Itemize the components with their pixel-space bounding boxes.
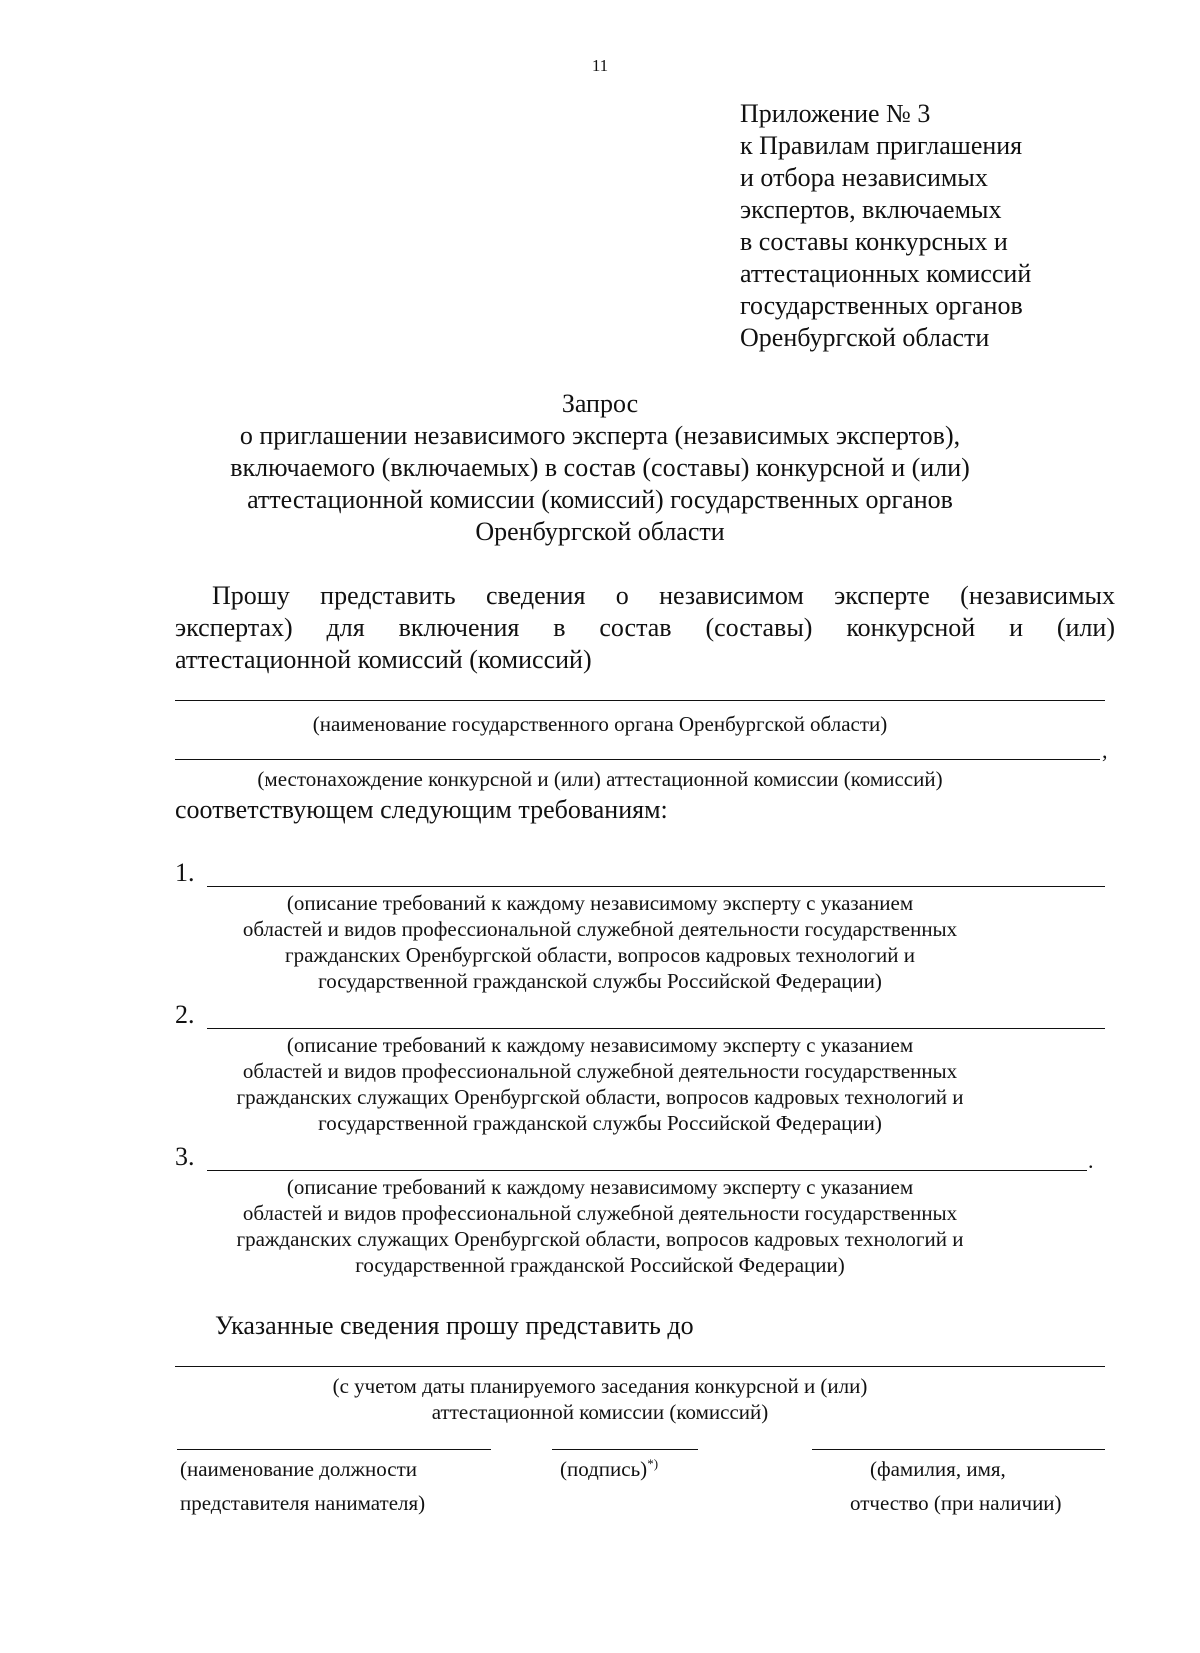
title-line: включаемого (включаемых) в состав (составы) конкурсной и (или) [230, 453, 970, 482]
caption-line: аттестационной комиссии (комиссий) [431, 1400, 769, 1424]
deadline-field-line[interactable] [175, 1366, 1105, 1367]
deadline-caption [0, 1373, 1200, 1425]
caption-line: отчество (при наличии) [850, 1491, 1062, 1515]
footnote-marker: *) [647, 1456, 659, 1471]
caption-line: государственной гражданской службы Российской Федерации) [318, 1111, 882, 1135]
appendix-line: аттестационных комиссий [740, 259, 1032, 288]
requirement-trailing-period: . [1088, 1148, 1094, 1173]
requirement-field-line[interactable] [207, 886, 1105, 887]
caption-line: государственной гражданской службы Российской Федерации) [318, 969, 882, 993]
caption-line: (описание требований к каждому независимому эксперту с указанием [286, 1033, 914, 1057]
position-field-line[interactable] [177, 1449, 491, 1450]
deadline-text: Указанные сведения прошу представить до [215, 1311, 694, 1340]
location-field-line[interactable] [175, 759, 1100, 760]
intro-line-3: аттестационной комиссий (комиссий) [175, 645, 592, 674]
appendix-line: к Правилам приглашения [740, 131, 1023, 160]
requirement-caption [0, 1032, 1200, 1136]
appendix-line: в составы конкурсных и [740, 227, 1008, 256]
appendix-line: государственных органов [740, 291, 1023, 320]
caption-line: гражданских служащих Оренбургской области, вопросов кадровых технологий и [236, 1227, 964, 1251]
caption-line: государственной гражданской Российской Федерации) [355, 1253, 845, 1277]
title-line: о приглашении независимого эксперта (независимых экспертов), [239, 421, 961, 450]
appendix-header [740, 98, 1031, 354]
document-title [0, 388, 1200, 548]
page-number: 11 [591, 56, 609, 75]
caption-line: (фамилия, имя, [870, 1457, 1006, 1481]
location-caption: (местонахождение конкурсной и (или) аттестационной комиссии (комиссий) [257, 767, 943, 791]
organ-name-field-line[interactable] [175, 700, 1105, 701]
title-heading: Запрос [561, 389, 639, 418]
caption-line: (с учетом даты планируемого заседания конкурсной и (или) [332, 1374, 868, 1398]
caption-line: гражданских Оренбургской области, вопросов кадровых технологий и [285, 943, 915, 967]
caption-line: (описание требований к каждому независимому эксперту с указанием [286, 891, 914, 915]
intro-paragraph [175, 580, 1115, 676]
appendix-line: экспертов, включаемых [740, 195, 1002, 224]
title-line: Оренбургской области [475, 517, 725, 546]
requirement-field-line[interactable] [207, 1028, 1105, 1029]
caption-line: гражданских служащих Оренбургской области, вопросов кадровых технологий и [236, 1085, 964, 1109]
position-caption [180, 1452, 425, 1520]
intro-line-1: Прошу представить сведения о независимом эксперте (независимых [212, 581, 1115, 610]
full-name-field-line[interactable] [812, 1449, 1105, 1450]
appendix-line: Приложение № 3 [740, 99, 931, 128]
requirement-number: 3. [175, 1142, 195, 1171]
signature-caption [560, 1452, 658, 1486]
requirements-intro: соответствующем следующим требованиям: [175, 795, 668, 824]
requirement-number: 1. [175, 858, 195, 887]
caption-line: областей и видов профессиональной служебной деятельности государственных [242, 1059, 958, 1083]
signature-label: (подпись) [560, 1457, 648, 1481]
appendix-line: Оренбургской области [740, 323, 990, 352]
requirement-caption [0, 1174, 1200, 1278]
caption-line: областей и видов профессиональной служебной деятельности государственных [242, 917, 958, 941]
title-line: аттестационной комиссии (комиссий) государственных органов [247, 485, 953, 514]
requirement-caption [0, 890, 1200, 994]
appendix-line: и отбора независимых [740, 163, 988, 192]
caption-line: (описание требований к каждому независимому эксперту с указанием [286, 1175, 914, 1199]
caption-line: областей и видов профессиональной служебной деятельности государственных [242, 1201, 958, 1225]
requirement-number: 2. [175, 1000, 195, 1029]
full-name-caption [850, 1452, 1062, 1520]
caption-line: представителя нанимателя) [180, 1491, 426, 1515]
location-trailing-comma: , [1102, 738, 1108, 763]
intro-line-2: экспертах) для включения в состав (составы) конкурсной и (или) [175, 613, 1115, 642]
caption-line: (наименование должности [180, 1457, 418, 1481]
requirement-field-line[interactable] [207, 1170, 1087, 1171]
organ-name-caption: (наименование государственного органа Оренбургской области) [312, 712, 888, 736]
signature-field-line[interactable] [552, 1449, 698, 1450]
